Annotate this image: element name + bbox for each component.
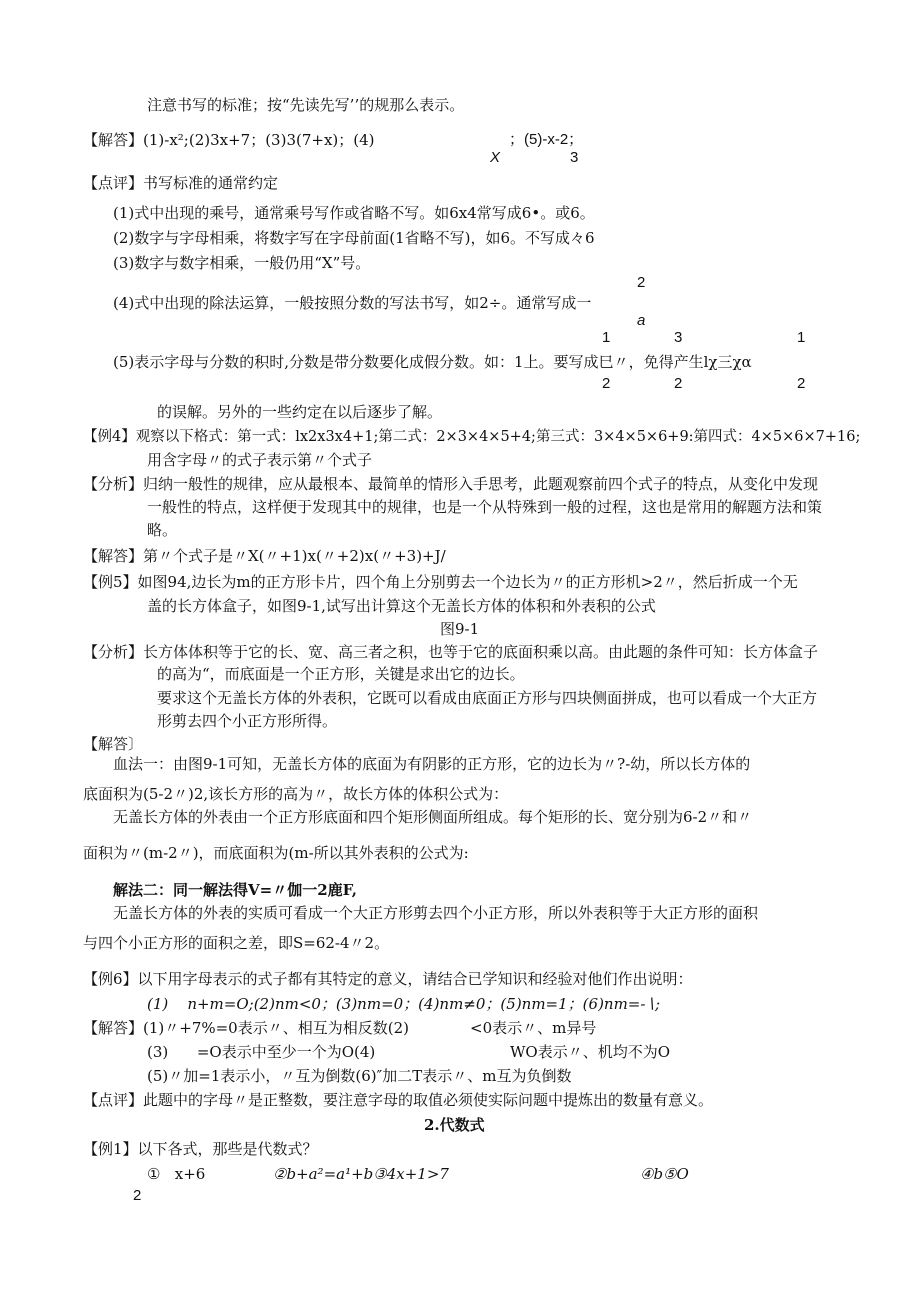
option-item: ②b+a²=a¹+b③4x+1>7 <box>273 1165 449 1183</box>
fraction-denominator: 2 <box>602 375 611 392</box>
answer-line: (3) =O表示中至少一个为O(4) <box>147 1043 376 1061</box>
answer-line: 【解答】(1)〃+7%=0表示〃、相互为相反数(2) <box>83 1019 409 1037</box>
figure-caption: 图9-1 <box>440 620 480 638</box>
fraction-denominator: 2 <box>133 1187 142 1204</box>
fraction-numerator: 3 <box>674 329 683 346</box>
text-line: 无盖长方体的外表由一个正方形底面和四个矩形侧面所组成。每个矩形的长、宽分别为6-2〃和〃 <box>113 808 753 826</box>
text-line: (4)式中出现的除法运算，一般按照分数的写法书写，如2÷。通常写成一 <box>113 294 592 312</box>
text-line: 要求这个无盖长方体的外表积，它既可以看成由底面正方形与四块侧面拼成，也可以看成一个大正方 <box>157 689 818 707</box>
text-line: 略。 <box>147 521 178 539</box>
text-line: (5)表示字母与分数的积时,分数是带分数要化成假分数。如：1上。要写成巳〃，免得产生lχ三χα <box>113 353 752 371</box>
text-line: 用含字母〃的式子表示第〃个式子 <box>147 451 373 469</box>
fraction-denominator: 3 <box>570 149 579 166</box>
answer-line: <0表示〃、m异号 <box>470 1019 597 1037</box>
text-line: (2)数字与字母相乘，将数字写在字母前面(1省略不写)，如6。不写成々6 <box>113 229 595 247</box>
text-line: 底面积为(5-2〃)2,该长方形的高为〃，故长方体的体积公式为： <box>83 785 509 803</box>
text-line: 的高为“，而底面是一个正方形，关键是求出它的边长。 <box>157 665 525 683</box>
section-title: 2.代数式 <box>424 1116 485 1134</box>
answer-heading: 【解答〕 <box>83 735 144 753</box>
text-line: 解法二：同一解法得V=〃伽一2鹿F, <box>113 881 358 899</box>
text-line: 注意书写的标准；按“先读先写’’的规那么表示。 <box>147 96 465 114</box>
fraction-denominator: X <box>490 149 501 166</box>
answer-line: WO表示〃、机均不为O <box>510 1043 671 1061</box>
answer-line: 【解答】第〃个式子是〃X(〃+1)x(〃+2)x(〃+3)+J/ <box>83 547 446 565</box>
text-line: 面积为〃(m-2〃)，而底面积为(m-所以其外表积的公式为: <box>83 844 469 862</box>
fraction-numerator: 1 <box>602 329 611 346</box>
fraction-denominator: a <box>637 312 646 329</box>
example-heading: 【例6】以下用字母表示的式子都有其特定的意义，请结合已学知识和经验对他们作出说明： <box>83 970 693 988</box>
answer-line: 【解答】(1)-x²;(2)3x+7；(3)3(7+x)；(4) <box>83 131 375 149</box>
text-line: 血法一：由图9-1可知，无盖长方体的底面为有阴影的正方形，它的边长为〃?-幼，所以长方体的 <box>113 755 751 773</box>
text-line: 无盖长方体的外表的实质可看成一个大正方形剪去四个小正方形，所以外表积等于大正方形的面积 <box>113 904 759 922</box>
text-line: (3)数字与数字相乘，一般仍用“X”号。 <box>113 254 371 272</box>
text-line: (1)式中出现的乘号，通常乘号写作或省略不写。如6x4常写成6•。或6。 <box>113 204 595 222</box>
text-line: (1) n+m=O;(2)nm<0；(3)nm=0；(4)nm≠0；(5)nm=1；(6)nm=-∖; <box>147 995 661 1013</box>
text-line: 一般性的特点，这样便于发现其中的规律，也是一个从特殊到一般的过程，这也是常用的解题方法和策 <box>147 498 823 516</box>
fraction-denominator: 2 <box>674 375 683 392</box>
option-item: ① x+6 <box>147 1165 206 1183</box>
analysis-heading: 【分析】归纳一般性的规律，应从最根本、最简单的情形入手思考，此题观察前四个式子的特点，从变化中发现 <box>83 475 819 493</box>
fraction-denominator: 2 <box>797 375 806 392</box>
answer-line: ；(5)-x-2； <box>509 131 584 148</box>
comment-heading: 【点评】书写标准的通常约定 <box>83 174 279 192</box>
fraction-numerator: 1 <box>797 329 806 346</box>
option-item: ④b⑤O <box>640 1165 689 1183</box>
example-heading: 【例4】观察以下格式：第一式：lx2x3x4+1;第二式：2×3×4×5+4;第三式：3×4×5×6+9:第四式：4×5×6×7+16; <box>83 429 861 445</box>
analysis-heading: 【分析】长方体体积等于它的长、宽、高三者之积，也等于它的底面积乘以高。由此题的条件可知：长方体盒子 <box>83 643 819 661</box>
comment-heading: 【点评】此题中的字母〃是正整数，要注意字母的取值必须使实际问题中提炼出的数量有意义。 <box>83 1091 714 1109</box>
text-line: 形剪去四个小正方形所得。 <box>157 712 338 730</box>
example-heading: 【例5】如图94,边长为m的正方形卡片，四个角上分别剪去一个边长为〃的正方形机>2〃，然后折成一个无 <box>83 573 798 591</box>
example-heading: 【例1】以下各式，那些是代数式？ <box>83 1140 318 1158</box>
text-line: 与四个小正方形的面积之差，即S=62-4〃2。 <box>83 934 390 952</box>
text-line: 的误解。另外的一些约定在以后逐步了解。 <box>157 403 443 421</box>
fraction-numerator: 2 <box>637 274 646 291</box>
text-line: 盖的长方体盒子，如图9-1,试写出计算这个无盖长方体的体积和外表积的公式 <box>147 597 656 615</box>
answer-line: (5)〃加=1表示小，〃互为倒数(6)″加二T表示〃、m互为负倒数 <box>147 1067 572 1085</box>
